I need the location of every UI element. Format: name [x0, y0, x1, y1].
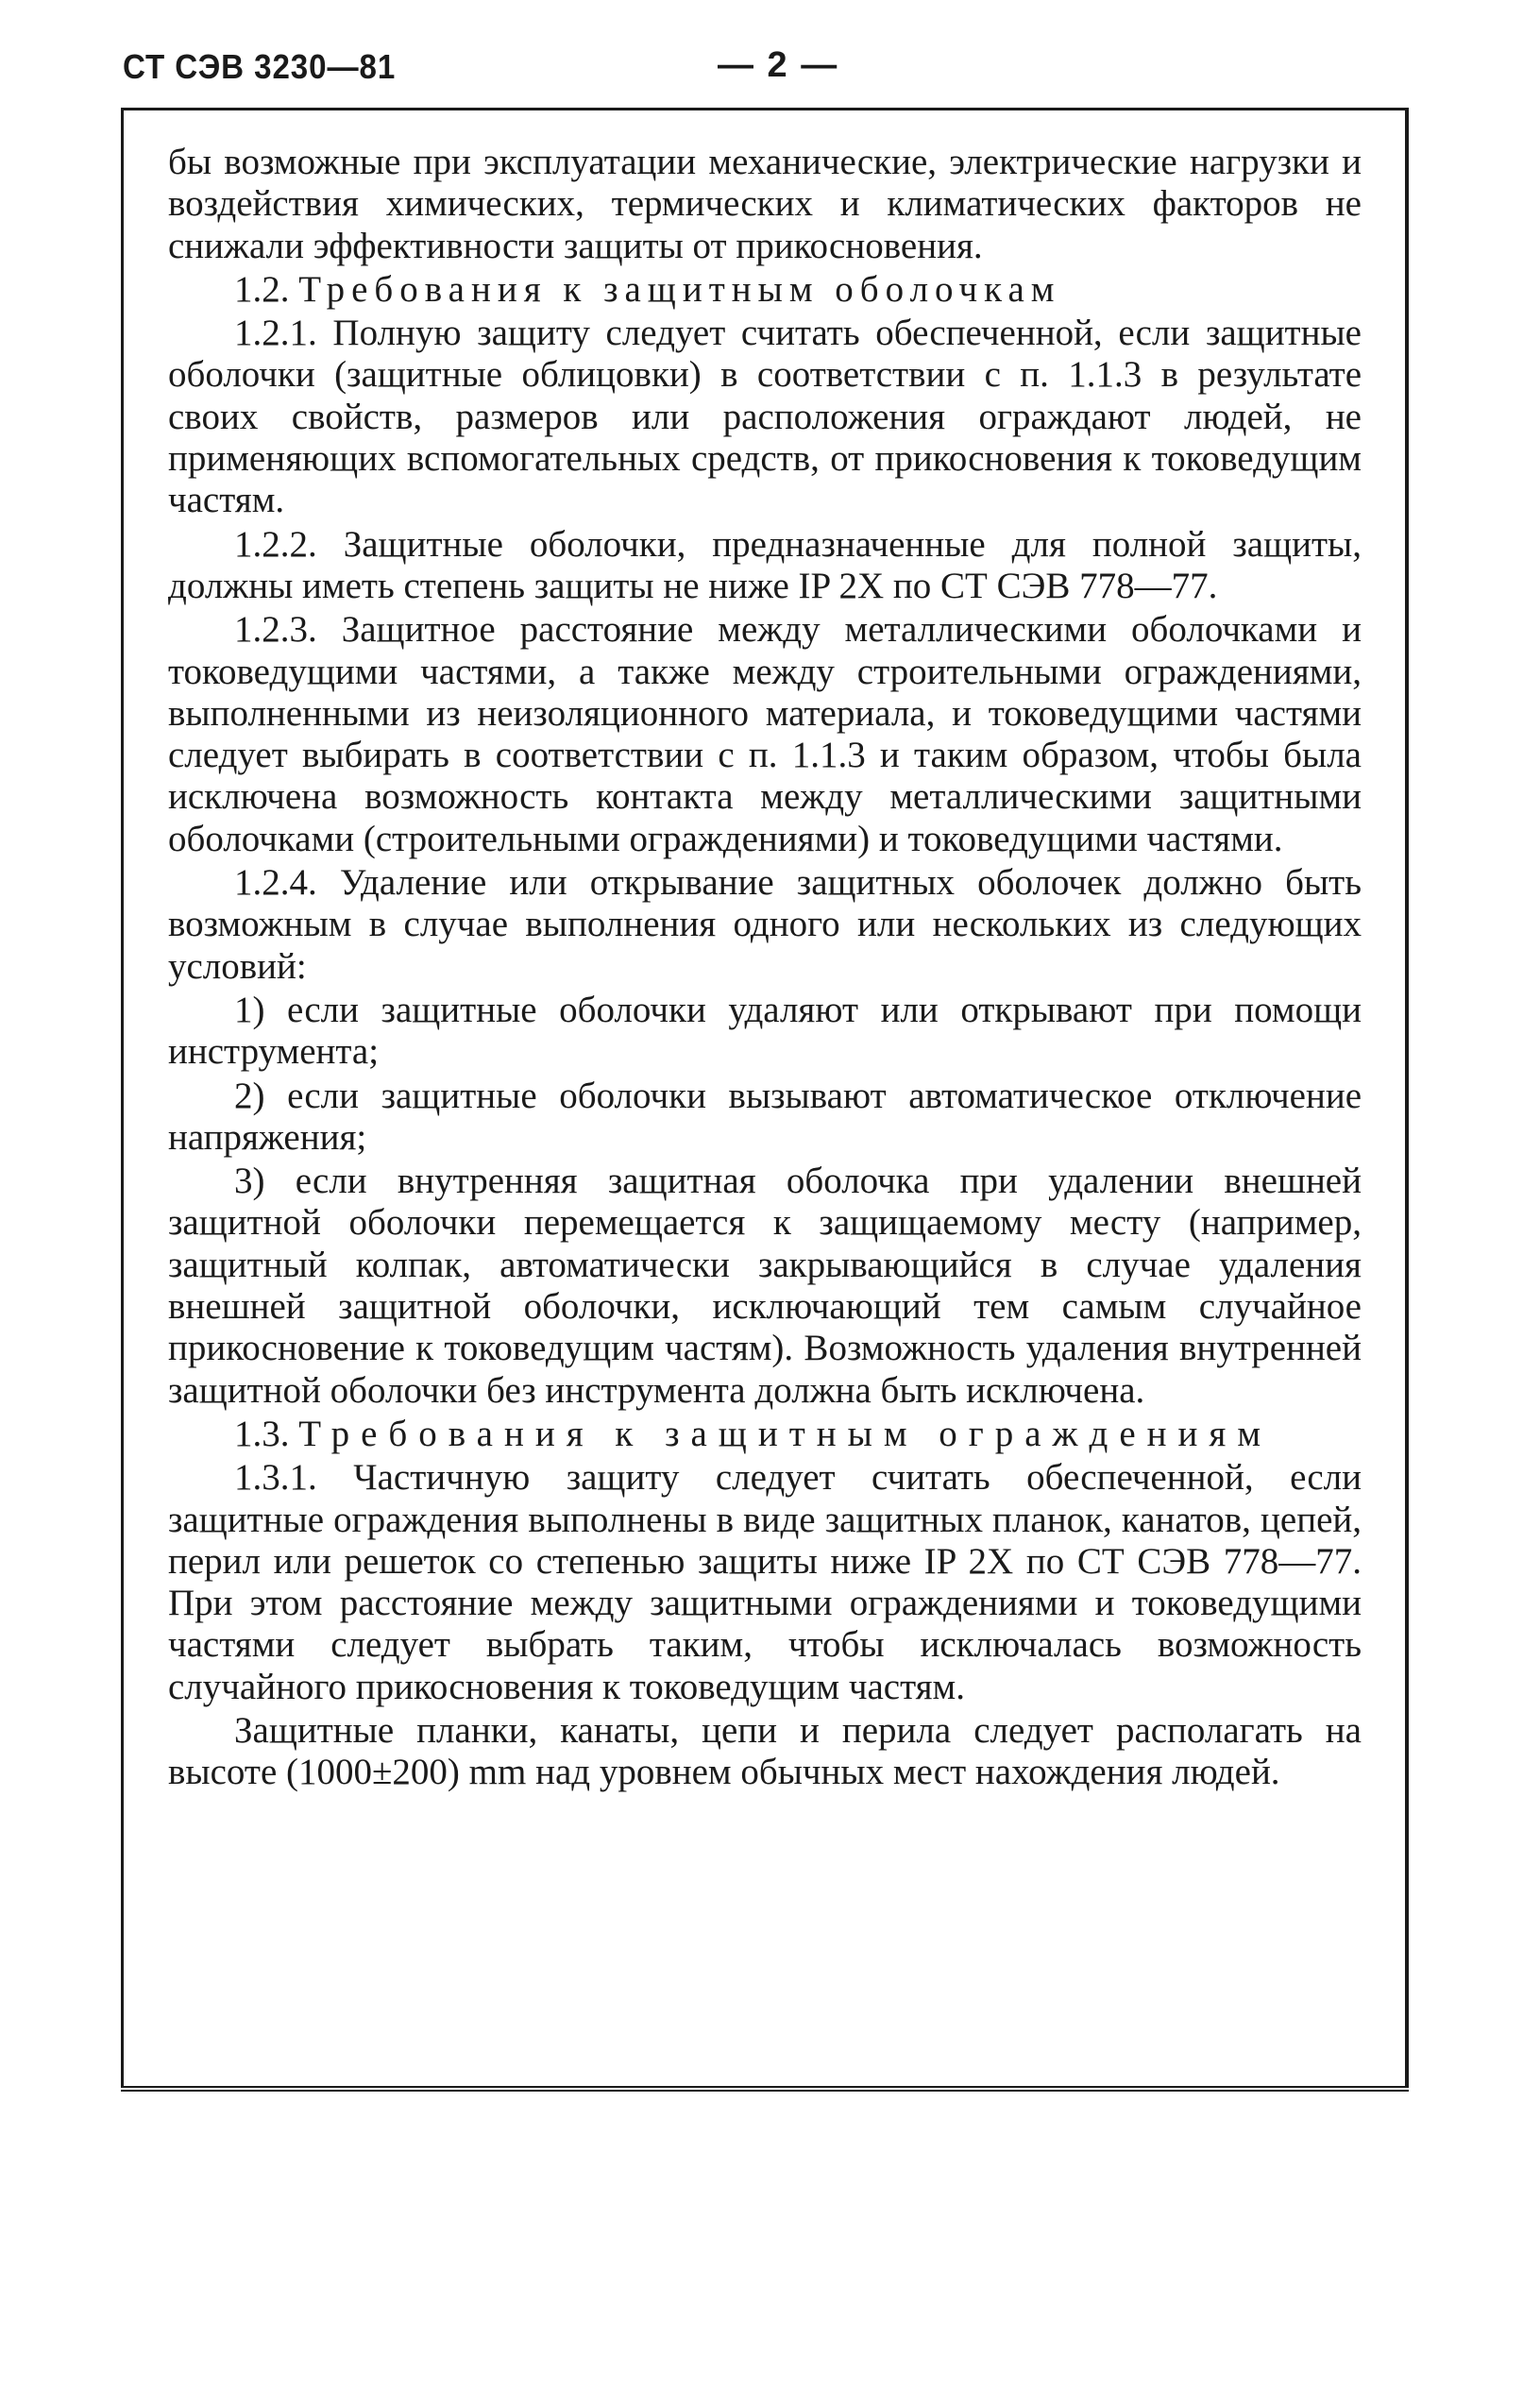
frame-bottom-rule: [121, 2086, 1409, 2092]
document-code: СТ СЭВ 3230—81: [123, 47, 397, 86]
clause-1-2-3: 1.2.3. Защитное расстояние между металлическими оболочками и токоведущими частями, а также между строительными ограждениями, выполненными из неизоляционного материала, и токоведущими частями следует выбирать в соответствии с п. 1.1.3 и таким образом, чтобы была исключена возможность контакта между металлическими защитными оболочками (строительными ограждениями) и токоведущими частями.: [168, 609, 1362, 859]
paragraph-continuation: бы возможные при эксплуатации механические, электрические нагрузки и воздействия химических, термических и климатических факторов не снижали эффективности защиты от прикосновения.: [168, 142, 1362, 266]
clause-1-2-2: 1.2.2. Защитные оболочки, предназначенные для полной защиты, должны иметь степень защиты не ниже IP 2X по СТ СЭВ 778—77.: [168, 523, 1362, 606]
section-heading-1-3: [168, 1414, 1362, 1455]
clause-1-2-1: 1.2.1. Полную защиту следует считать обеспеченной, если защитные оболочки (защитные облицовки) в соответствии с п. 1.1.3 в результате своих свойств, размеров или расположения ограждают людей, не применяющих вспомогательных средств, от прикосновения к токоведущим частям.: [168, 313, 1362, 521]
section-heading-1-2: [168, 269, 1362, 311]
page-header: [123, 47, 1416, 104]
document-body: [168, 142, 1362, 1794]
clause-1-3-1-continued: Защитные планки, канаты, цепи и перила следует располагать на высоте (1000±200) mm над уровнем обычных мест нахождения людей.: [168, 1709, 1362, 1793]
section-title: Требования к защитным оболочкам: [298, 268, 1061, 310]
section-number: 1.2.: [234, 268, 290, 310]
section-number: 1.3.: [234, 1413, 290, 1454]
page-number: — 2 —: [718, 45, 839, 85]
list-item-2: 2) если защитные оболочки вызывают автоматическое отключение напряжения;: [168, 1075, 1362, 1158]
clause-1-2-4: 1.2.4. Удаление или открывание защитных оболочек должно быть возможным в случае выполнения одного или нескольких из следующих условий:: [168, 862, 1362, 987]
section-title: Требования к защитным ограждениям: [298, 1413, 1273, 1454]
clause-1-3-1: 1.3.1. Частичную защиту следует считать обеспеченной, если защитные ограждения выполнены в виде защитных планок, канатов, цепей, перил или решеток со степенью защиты ниже IP 2X по СТ СЭВ 778—77. При этом расстояние между защитными ограждениями и токоведущими частями следует выбрать таким, чтобы исключалась возможность случайного прикосновения к токоведущим частям.: [168, 1457, 1362, 1707]
list-item-1: 1) если защитные оболочки удаляют или открывают при помощи инструмента;: [168, 989, 1362, 1073]
list-item-3: 3) если внутренняя защитная оболочка при удалении внешней защитной оболочки перемещается к защищаемому месту (например, защитный колпак, автоматически закрывающийся в случае удаления внешней защитной оболочки, исключающий тем самым случайное прикосновение к токоведущим частям). Возможность удаления внутренней защитной оболочки без инструмента должна быть исключена.: [168, 1161, 1362, 1411]
